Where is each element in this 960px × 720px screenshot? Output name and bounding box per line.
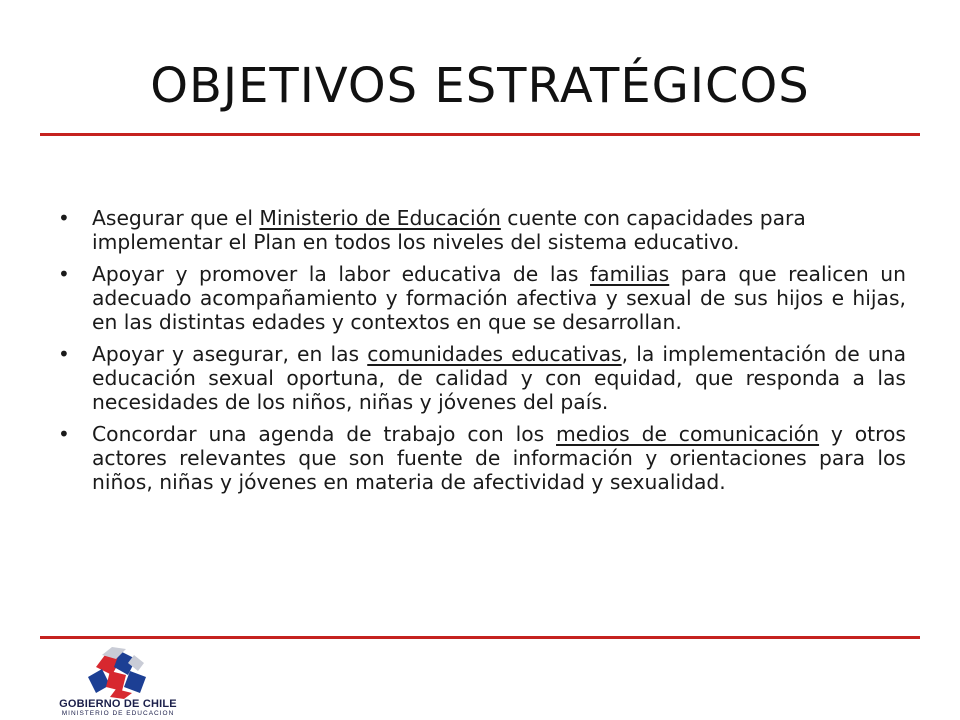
bullet-text: Concordar una agenda de trabajo con los <box>92 422 557 446</box>
bullet-icon: • <box>58 342 70 366</box>
objectives-list <box>58 206 906 502</box>
logo-government-text: GOBIERNO DE CHILE <box>59 698 177 710</box>
list-item <box>58 342 906 414</box>
bullet-text: cuente con capacidades para implementar el Plan en todos los niveles del sistema educativo. <box>92 206 806 254</box>
bullet-underlined-term: medios de comunicación <box>556 422 820 446</box>
list-item <box>58 206 906 254</box>
top-divider <box>40 133 920 136</box>
bullet-underlined-term: familias <box>590 262 670 286</box>
bullet-underlined-term: Ministerio de Educación <box>259 206 501 230</box>
bullet-icon: • <box>58 206 70 230</box>
slide-title: OBJETIVOS ESTRATÉGICOS <box>150 58 810 114</box>
bullet-text: Asegurar que el <box>92 206 260 230</box>
list-item <box>58 262 906 334</box>
bullet-text: y otros actores relevantes que son fuente de información y orientaciones para los niños, niñas y jóvenes en materia de afectividad y sexualidad. <box>92 422 906 494</box>
logo-mark-icon <box>48 646 188 700</box>
list-item <box>58 422 906 494</box>
bullet-text: , la implementación de una educación sexual oportuna, de calidad y con equidad, que responda a las necesidades de los niños, niñas y jóvenes del país. <box>92 342 906 414</box>
gobierno-de-chile-logo <box>48 646 188 718</box>
bullet-icon: • <box>58 262 70 286</box>
logo-ministry-text: MINISTERIO DE EDUCACION <box>61 710 175 717</box>
bottom-divider <box>40 636 920 639</box>
bullet-underlined-term: comunidades educativas <box>367 342 622 366</box>
bullet-icon: • <box>58 422 70 446</box>
bullet-text: para que realicen un adecuado acompañamiento y formación afectiva y sexual de sus hijos e hijas, en las distintas edades y contextos en que se desarrollan. <box>92 262 906 334</box>
bullet-text: Apoyar y asegurar, en las <box>92 342 368 366</box>
bullet-text: Apoyar y promover la labor educativa de las <box>92 262 591 286</box>
